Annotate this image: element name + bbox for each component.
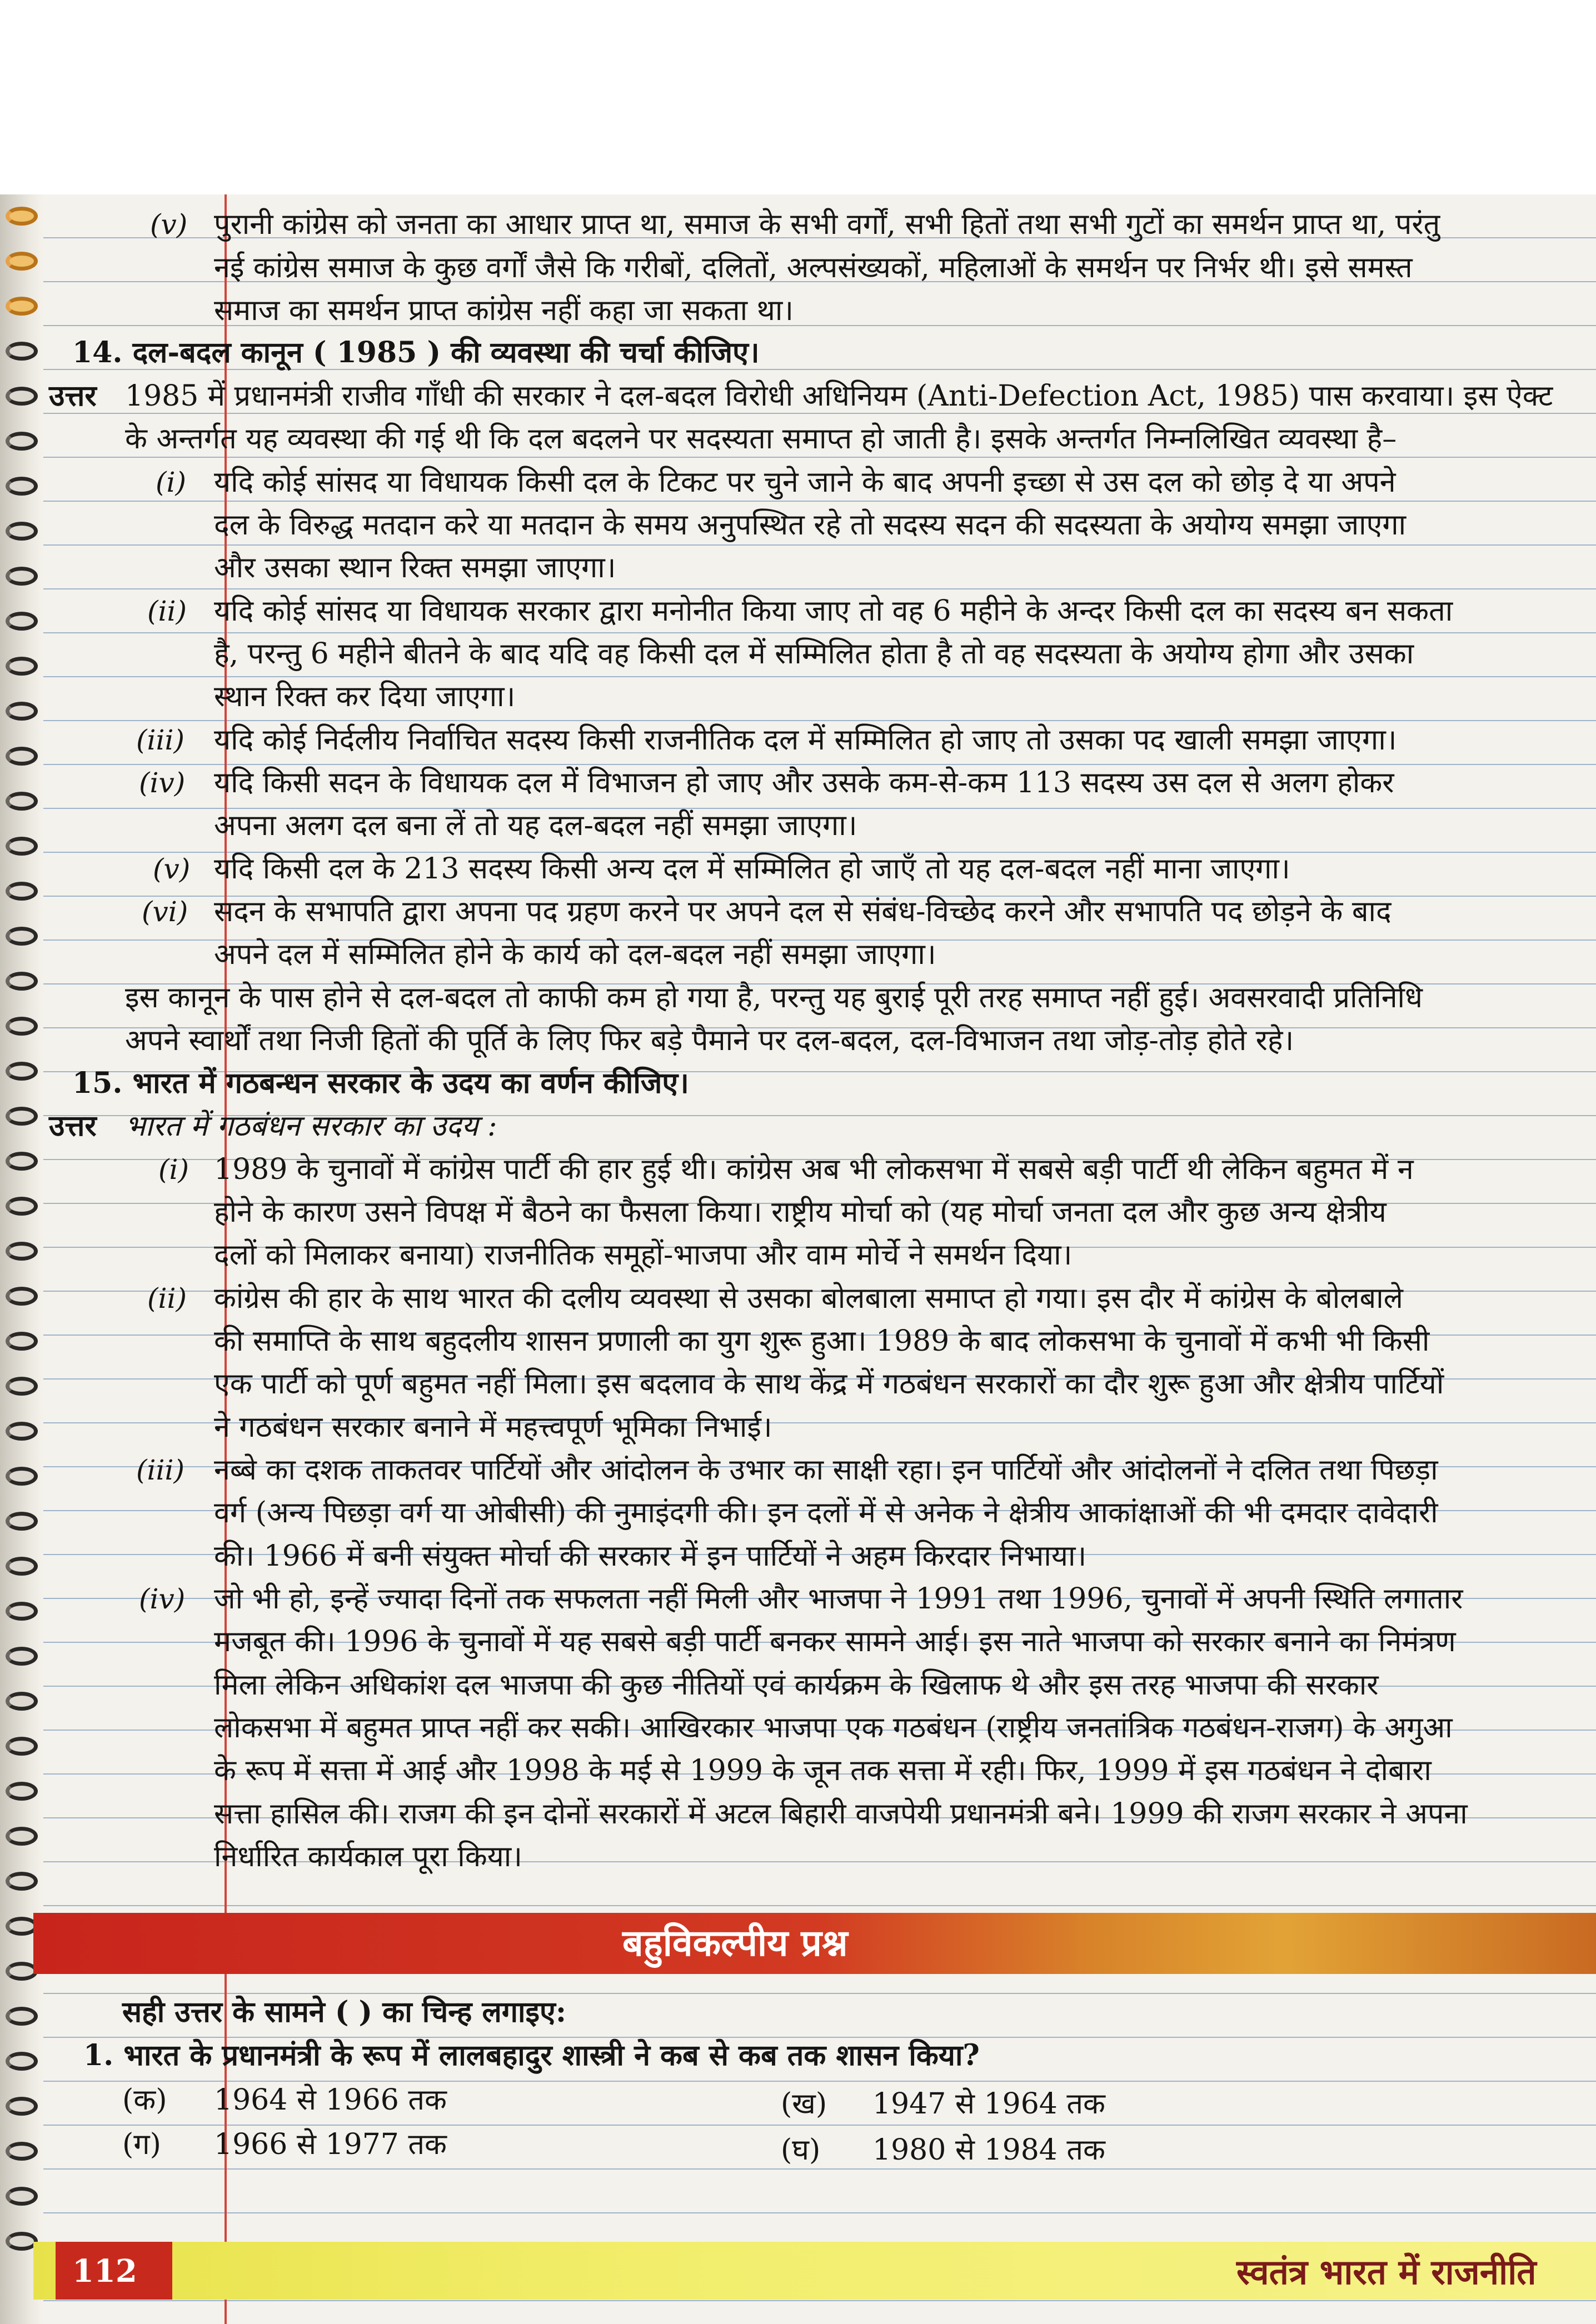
binding-ring xyxy=(6,1512,38,1531)
binding-ring xyxy=(6,1827,38,1846)
option-key: (ग) xyxy=(122,2128,161,2161)
binding-ring xyxy=(6,2052,38,2071)
text-line: नब्बे का दशक ताकतवर पार्टियों और आंदोलन के उभार का साक्षी रहा। इन पार्टियों और आंदोलनों ने दलित तथा पिछड़ा xyxy=(214,1453,1438,1487)
binding-ring xyxy=(6,297,38,316)
item-number: (v) xyxy=(153,853,191,885)
binding-ring xyxy=(6,1467,38,1486)
binding-ring xyxy=(6,567,38,586)
binding-ring xyxy=(6,1422,38,1441)
item-number: (iii) xyxy=(136,1454,184,1486)
binding-ring xyxy=(6,1602,38,1621)
text-line: की समाप्ति के साथ बहुदलीय शासन प्रणाली का युग शुरू हुआ। 1989 के बाद लोकसभा के चुनावों में कभी भी किसी xyxy=(214,1325,1430,1358)
binding-ring xyxy=(6,2007,38,2026)
binding-ring xyxy=(6,792,38,811)
text-line: जो भी हो, इन्हें ज्यादा दिनों तक सफलता नहीं मिली और भाजपा ने 1991 तथा 1996, चुनावों में अपनी स्थिति लगातार xyxy=(214,1582,1463,1616)
binding-ring xyxy=(6,837,38,856)
binding-ring xyxy=(6,1332,38,1351)
binding-ring xyxy=(6,1647,38,1666)
item-number: (iv) xyxy=(139,1583,186,1615)
text-line: निर्धारित कार्यकाल पूरा किया। xyxy=(214,1840,522,1873)
text-line: लोकसभा में बहुमत प्राप्त नहीं कर सकी। आखिरकार भाजपा एक गठबंधन (राष्ट्रीय जनतांत्रिक गठबंधन-राजग) के अगुआ xyxy=(214,1711,1453,1745)
text-line: मिला लेकिन अधिकांश दल भाजपा की कुछ नीतियों एवं कार्यक्रम के खिलाफ थे और इस तरह भाजपा की सरकार xyxy=(214,1668,1379,1702)
binding-ring xyxy=(6,477,38,496)
item-number: (i) xyxy=(156,466,187,498)
binding-ring xyxy=(6,432,38,451)
binding-ring xyxy=(6,1872,38,1891)
option-text: 1947 से 1964 तक xyxy=(872,2087,1105,2121)
binding-ring xyxy=(6,1737,38,1756)
binding-ring xyxy=(6,1557,38,1576)
binding-ring xyxy=(6,1197,38,1216)
text-line: अपना अलग दल बना लें तो यह दल-बदल नहीं समझा जाएगा। xyxy=(214,809,857,842)
text-line: इस कानून के पास होने से दल-बदल तो काफी कम हो गया है, परन्तु यह बुराई पूरी तरह समाप्त नहीं हुई। अवसरवादी प्रतिनिधि xyxy=(125,981,1423,1014)
option-text: 1964 से 1966 तक xyxy=(214,2083,447,2117)
page-number: 112 xyxy=(72,2253,137,2290)
binding-ring xyxy=(6,972,38,991)
text-line: दल के विरुद्ध मतदान करे या मतदान के समय अनुपस्थित रहे तो सदस्य सदन की सदस्यता के अयोग्य समझा जाएगा xyxy=(214,508,1407,542)
binding-ring xyxy=(6,927,38,946)
text-line: होने के कारण उसने विपक्ष में बैठने का फैसला किया। राष्ट्रीय मोर्चा को (यह मोर्चा जनता दल और कुछ अन्य क्षेत्रीय xyxy=(214,1196,1386,1229)
text-line: यदि किसी सदन के विधायक दल में विभाजन हो जाए और उसके कम-से-कम 113 सदस्य उस दल से अलग होकर xyxy=(214,766,1394,799)
text-line: 1989 के चुनावों में कांग्रेस पार्टी की हार हुई थी। कांग्रेस अब भी लोकसभा में सबसे बड़ी पार्टी थी लेकिन बहुमत में न xyxy=(214,1153,1414,1186)
binding-ring xyxy=(6,207,38,226)
binding-ring xyxy=(6,612,38,631)
binding-ring xyxy=(6,1782,38,1801)
binding-ring xyxy=(6,252,38,271)
item-number: (v) xyxy=(150,208,188,241)
binding-ring xyxy=(6,882,38,901)
option-key: (ख) xyxy=(781,2087,827,2121)
binding-ring xyxy=(6,342,38,361)
text-line: यदि किसी दल के 213 सदस्य किसी अन्य दल में सम्मिलित हो जाएँ तो यह दल-बदल नहीं माना जाएगा। xyxy=(214,852,1290,886)
text-line: स्थान रिक्त कर दिया जाएगा। xyxy=(214,680,516,713)
binding-ring xyxy=(6,1152,38,1171)
option-key: (क) xyxy=(122,2083,167,2117)
binding-ring xyxy=(6,1017,38,1036)
top-blank-area xyxy=(0,0,1596,194)
option-text: 1980 से 1984 तक xyxy=(872,2133,1105,2167)
binding-ring xyxy=(6,2097,38,2116)
item-number: (vi) xyxy=(142,896,188,928)
item-number: (iv) xyxy=(139,767,186,799)
text-line: अपने दल में सम्मिलित होने के कार्य को दल-बदल नहीं समझा जाएगा। xyxy=(214,938,936,971)
binding-ring xyxy=(6,387,38,406)
binding-ring xyxy=(6,1107,38,1126)
binding-ring xyxy=(6,1692,38,1711)
item-number: (i) xyxy=(158,1153,189,1186)
text-line: नई कांग्रेस समाज के कुछ वर्गों जैसे कि गरीबों, दलितों, अल्पसंख्यकों, महिलाओं के समर्थन पर निर्भर थी। इसे समस्त xyxy=(214,251,1413,284)
text-line: अपने स्वार्थों तथा निजी हितों की पूर्ति के लिए फिर बड़े पैमाने पर दल-बदल, दल-विभाजन तथा जोड़-तोड़ होते रहे। xyxy=(125,1024,1294,1057)
binding-ring xyxy=(6,1377,38,1396)
text-line: यदि कोई निर्दलीय निर्वाचित सदस्य किसी राजनीतिक दल में सम्मिलित हो जाए तो उसका पद खाली समझा जाएगा। xyxy=(214,723,1397,757)
text-line: है, परन्तु 6 महीने बीतने के बाद यदि वह किसी दल में सम्मिलित होता है तो वह सदस्यता के अयोग्य होगा और उसका xyxy=(214,637,1414,671)
mcq-banner-title: बहुविकल्पीय प्रश्न xyxy=(622,1922,848,1965)
text-line: सदन के सभापति द्वारा अपना पद ग्रहण करने पर अपने दल से संबंध-विच्छेद करने और सभापति पद छोड़ने के बाद xyxy=(214,895,1391,928)
binding-ring xyxy=(6,702,38,721)
binding-ring xyxy=(6,1242,38,1261)
question-heading: 14. दल-बदल कानून ( 1985 ) की व्यवस्था की चर्चा कीजिए। xyxy=(72,336,760,369)
text-line: के रूप में सत्ता में आई और 1998 के मई से 1999 के जून तक सत्ता में रही। फिर, 1999 में इस गठबंधन ने दोबारा xyxy=(214,1754,1432,1787)
text-line: समाज का समर्थन प्राप्त कांग्रेस नहीं कहा जा सकता था। xyxy=(214,294,794,327)
footer-book-title: स्वतंत्र भारत में राजनीति xyxy=(1236,2252,1537,2292)
text-line: 1985 में प्रधानमंत्री राजीव गाँधी की सरकार ने दल-बदल विरोधी अधिनियम (Anti-Defection Act, 1985) पास करवाया। इस ऐक्ट xyxy=(125,379,1553,413)
mcq-question: 1. भारत के प्रधानमंत्री के रूप में लालबहादुर शास्त्री ने कब से कब तक शासन किया? xyxy=(83,2038,980,2072)
item-number: (ii) xyxy=(147,595,187,627)
option-text: 1966 से 1977 तक xyxy=(214,2128,447,2161)
text-line: यदि कोई सांसद या विधायक सरकार द्वारा मनोनीत किया जाए तो वह 6 महीने के अन्दर किसी दल का सदस्य बन सकता xyxy=(214,594,1453,628)
binding-ring xyxy=(6,2187,38,2206)
item-number: (ii) xyxy=(147,1282,187,1315)
binding-ring xyxy=(6,657,38,676)
text-line: वर्ग (अन्य पिछड़ा वर्ग या ओबीसी) की नुमाइंदगी की। इन दलों में से अनेक ने क्षेत्रीय आकांक्षाओं की भी दमदार दावेदारी xyxy=(214,1496,1438,1530)
binding-ring xyxy=(6,2142,38,2161)
question-heading: 15. भारत में गठबन्धन सरकार के उदय का वर्णन कीजिए। xyxy=(72,1066,689,1100)
mcq-instruction: सही उत्तर के सामने ( ) का चिन्ह लगाइए: xyxy=(122,1995,567,2029)
binding-ring xyxy=(6,747,38,766)
option-key: (घ) xyxy=(781,2133,821,2167)
text-line: मजबूत की। 1996 के चुनावों में यह सबसे बड़ी पार्टी बनकर सामने आई। इस नाते भाजपा को सरकार बनाने का निमंत्रण xyxy=(214,1625,1456,1658)
text-line: पुरानी कांग्रेस को जनता का आधार प्राप्त था, समाज के सभी वर्गों, सभी हितों तथा सभी गुटों का समर्थन प्राप्त था, परंतु xyxy=(214,208,1440,241)
text-line: यदि कोई सांसद या विधायक किसी दल के टिकट पर चुने जाने के बाद अपनी इच्छा से उस दल को छोड़ दे या अपने xyxy=(214,466,1396,499)
binding-ring xyxy=(6,522,38,541)
text-line: दलों को मिलाकर बनाया) राजनीतिक समूहों-भाजपा और वाम मोर्चे ने समर्थन दिया। xyxy=(214,1238,1073,1272)
text-line: की। 1966 में बनी संयुक्त मोर्चा की सरकार में इन पार्टियों ने अहम किरदार निभाया। xyxy=(214,1540,1087,1573)
text-line: ने गठबंधन सरकार बनाने में महत्त्वपूर्ण भूमिका निभाई। xyxy=(214,1411,772,1444)
answer-subheading: भारत में गठबंधन सरकार का उदय : xyxy=(125,1109,497,1143)
text-line: कांग्रेस की हार के साथ भारत की दलीय व्यवस्था से उसका बोलबाला समाप्त हो गया। इस दौर में कांग्रेस के बोलबाले xyxy=(214,1282,1403,1315)
binding-ring xyxy=(6,1062,38,1081)
answer-label: उत्तर xyxy=(49,1109,97,1143)
item-number: (iii) xyxy=(136,724,184,756)
text-line: एक पार्टी को पूर्ण बहुमत नहीं मिला। इस बदलाव के साथ केंद्र में गठबंधन सरकारों का दौर शुरू हुआ और क्षेत्रीय पार्टियों xyxy=(214,1367,1444,1401)
binding-ring xyxy=(6,1287,38,1306)
text-line: सत्ता हासिल की। राजग की इन दोनों सरकारों में अटल बिहारी वाजपेयी प्रधानमंत्री बने। 1999 की राजग सरकार ने अपना xyxy=(214,1797,1468,1831)
text-line: के अन्तर्गत यह व्यवस्था की गई थी कि दल बदलने पर सदस्यता समाप्त हो जाती है। इसके अन्तर्गत निम्नलिखित व्यवस्था है– xyxy=(125,422,1397,456)
text-line: और उसका स्थान रिक्त समझा जाएगा। xyxy=(214,551,616,584)
answer-label: उत्तर xyxy=(49,379,97,413)
